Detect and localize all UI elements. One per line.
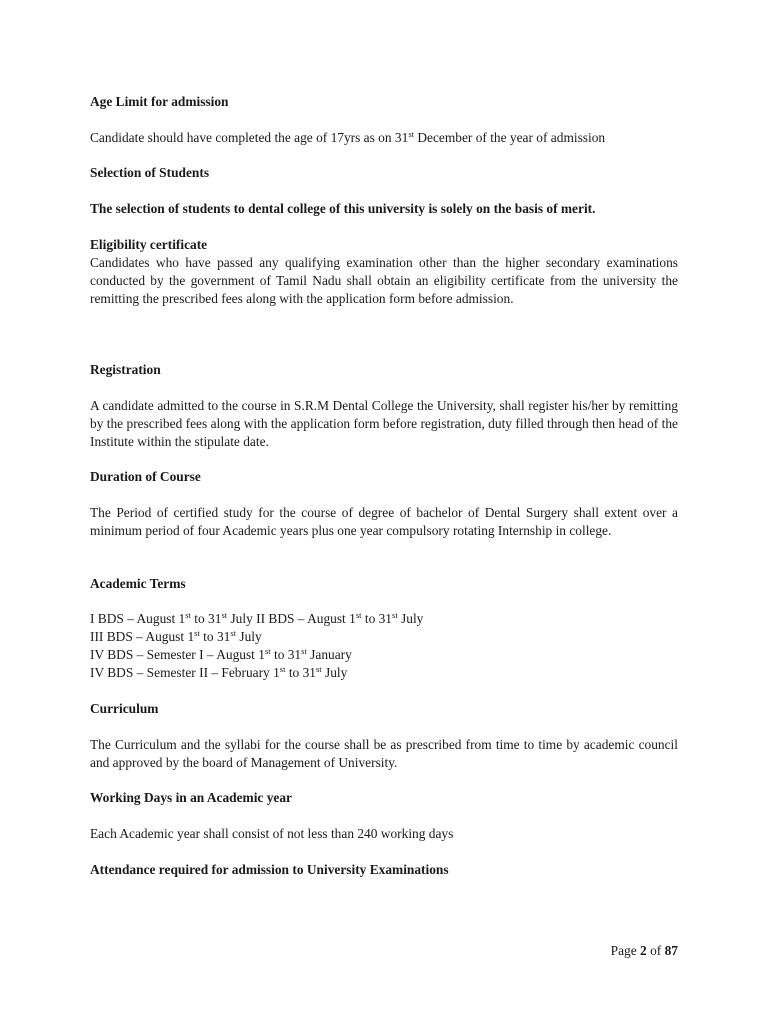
footer-page-current: 2: [640, 943, 647, 958]
term-line: III BDS – August 1st to 31st July: [90, 628, 262, 644]
footer-page-word: Page: [610, 943, 641, 958]
heading-academic-terms: Academic Terms: [90, 576, 186, 591]
footer-of-word: of: [646, 943, 665, 958]
age-text-post: December of the year of admission: [414, 130, 606, 145]
term-line: IV BDS – Semester II – February 1st to 31st July: [90, 664, 348, 680]
term-line: IV BDS – Semester I – August 1st to 31st January: [90, 646, 352, 662]
registration-body: A candidate admitted to the course in S.R.M Dental College the University, shall register his/her by remitting by the prescribed fees along with the application form before registration, duty filled through then head of the Institute within the stipulate date.: [90, 398, 678, 449]
footer-page-total: 87: [664, 943, 678, 958]
heading-attendance: Attendance required for admission to University Examinations: [90, 862, 449, 877]
page-number-footer: [611, 942, 678, 960]
eligibility-body: Candidates who have passed any qualifying examination other than the higher secondary examinations conducted by the government of Tamil Nadu shall obtain an eligibility certificate from the university the remitting the prescribed fees along with the application form before admission.: [90, 255, 678, 306]
heading-selection: Selection of Students: [90, 165, 210, 180]
duration-body: The Period of certified study for the course of degree of bachelor of Dental Surgery shall extent over a minimum period of four Academic years plus one year compulsory rotating Internship in college.: [90, 505, 678, 538]
heading-age-limit: Age Limit for admission: [90, 94, 229, 109]
selection-statement: The selection of students to dental college of this university is solely on the basis of merit.: [90, 201, 596, 216]
age-text-pre: Candidate should have completed the age of 17yrs as on 31: [90, 130, 409, 145]
heading-eligibility: Eligibility certificate: [90, 237, 208, 252]
heading-registration: Registration: [90, 362, 161, 377]
term-line: I BDS – August 1st to 31st July II BDS – August 1st to 31st July: [90, 610, 424, 626]
curriculum-body: The Curriculum and the syllabi for the course shall be as prescribed from time to time by academic council and approved by the board of Management of University.: [90, 737, 678, 770]
heading-curriculum: Curriculum: [90, 701, 159, 716]
heading-duration: Duration of Course: [90, 469, 201, 484]
academic-terms-list: [90, 610, 678, 682]
age-text-sup: st: [408, 129, 414, 139]
age-limit-text: [90, 129, 678, 147]
working-days-body: Each Academic year shall consist of not less than 240 working days: [90, 826, 454, 841]
heading-working-days: Working Days in an Academic year: [90, 790, 292, 805]
